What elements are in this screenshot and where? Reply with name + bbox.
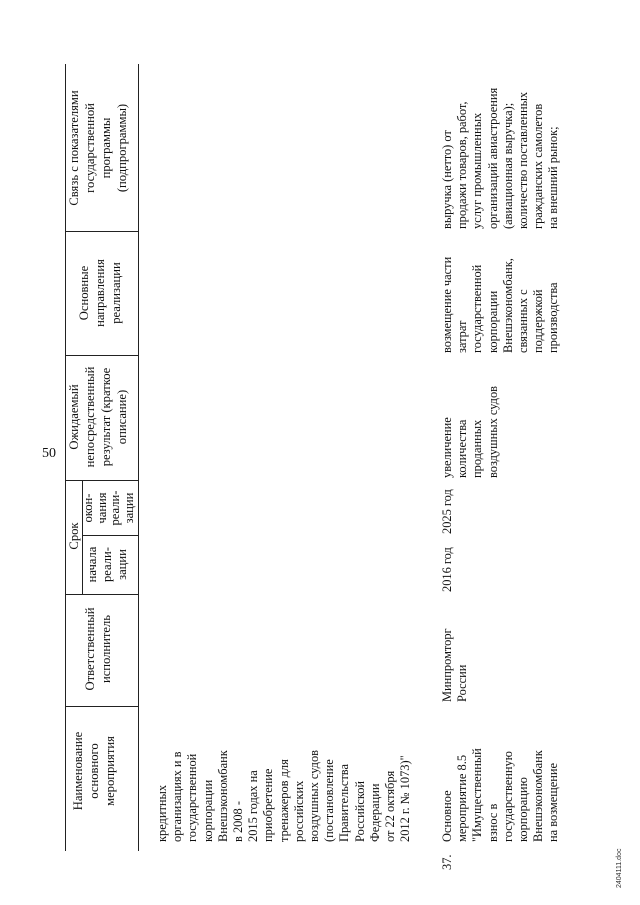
row-directions-line: корпорации — [485, 290, 500, 353]
header-end-line: зации — [121, 492, 136, 524]
row-37-link — [440, 69, 562, 229]
col-sep-link-directions — [65, 231, 138, 232]
row-37-name — [440, 710, 562, 842]
header-result-line: непосредственный — [83, 366, 97, 468]
header-result-line: результат (краткое — [99, 367, 113, 467]
document-filename: 2404111.doc — [616, 848, 623, 888]
row-name-line: Внешэкономбанк — [531, 750, 546, 842]
row-name-line: на возмещение — [546, 762, 561, 842]
row-end-value: 2025 год — [440, 489, 454, 534]
row-executor-line: России — [455, 664, 470, 702]
header-start-line: зации — [115, 549, 129, 580]
continuation-line: Внешэкономбанк — [215, 750, 230, 842]
header-link-line: Связь с показателями — [67, 90, 81, 206]
row-directions-line: государственной — [470, 264, 485, 353]
header-result — [66, 356, 130, 478]
row-directions-line: производства — [546, 282, 561, 353]
header-link-line: программы — [99, 117, 113, 179]
header-start — [85, 537, 130, 592]
header-directions-line: реализации — [109, 262, 123, 324]
row-directions-line: поддержкой — [531, 289, 546, 353]
row-name-line: мероприятие 8.5 — [455, 754, 470, 842]
row-result-line: воздушных судов — [485, 385, 500, 478]
continuation-line: корпорации — [200, 779, 215, 842]
header-link-line: (подпрограммы) — [115, 103, 129, 193]
col-sep-term-executor — [65, 594, 138, 595]
row-result-line: количества — [455, 419, 470, 478]
row-directions-line: Внешэкономбанк, — [500, 258, 515, 353]
header-executor-line: исполнитель — [99, 614, 113, 684]
continuation-line: (постановление — [322, 759, 337, 842]
continuation-line: 2015 годах на — [246, 770, 261, 842]
header-term-label: Срок — [67, 522, 81, 550]
header-executor — [82, 596, 114, 702]
row-directions-line: связанных с — [516, 289, 531, 353]
row-directions-line: возмещение части — [440, 256, 454, 353]
row-37-end — [440, 480, 455, 534]
header-name-line: Наименование — [71, 731, 85, 811]
header-name-line: мероприятия — [103, 736, 117, 806]
header-directions-line: направления — [93, 259, 107, 327]
row-name-line: "Имущественный — [470, 748, 485, 842]
row-number-label: 37. — [440, 854, 454, 870]
header-directions — [76, 233, 124, 353]
continuation-line: кредитных — [155, 784, 169, 842]
continuation-line: Российской — [352, 780, 367, 842]
header-bottom-border — [138, 64, 139, 851]
row-37-result — [440, 356, 501, 478]
header-end-line: реали- — [108, 490, 122, 526]
col-sep-executor-name — [65, 706, 138, 707]
row-directions-line: затрат — [455, 320, 470, 353]
continuation-line: от 22 октября — [383, 770, 398, 842]
continuation-line: приобретение — [261, 768, 276, 842]
row-name-line: корпорацию — [516, 777, 531, 842]
continuation-line: тренажеров для — [276, 759, 291, 842]
row-link-line: услуг промышленных — [470, 112, 485, 229]
continuation-line: государственной — [185, 753, 200, 842]
col-sep-end-start — [82, 535, 138, 536]
header-result-line: описание) — [115, 389, 129, 445]
row-37-executor — [440, 596, 470, 702]
continuation-line: в 2008 - — [231, 801, 246, 842]
header-end-line: чания — [94, 492, 109, 524]
header-executor-line: Ответственный — [83, 607, 97, 691]
continuation-line: Правительства — [337, 764, 352, 842]
header-name-line: основного — [87, 743, 101, 799]
row-37-start — [440, 538, 455, 592]
row-result-line: проданных — [470, 419, 485, 478]
row-link-line: организаций авиастроения — [485, 87, 500, 229]
header-result-line: Ожидаемый — [67, 384, 81, 450]
row-name-line: Основное — [440, 790, 454, 842]
row-link-line: на внешний рынок; — [546, 126, 561, 229]
header-link-line: государственной — [83, 103, 97, 193]
header-directions-line: Основные — [77, 265, 91, 321]
row-link-line: выручка (нетто) от — [440, 130, 454, 229]
row-link-line: гражданских самолетов — [531, 103, 546, 229]
row-link-line: (авиационная выручка); — [500, 102, 515, 229]
header-term — [66, 480, 82, 592]
row-name-line: взнос в — [485, 803, 500, 842]
row-start-value: 2016 год — [440, 547, 454, 592]
header-name — [70, 712, 118, 830]
page-number: 50 — [42, 446, 56, 461]
header-start-line: начала — [85, 546, 99, 583]
row-link-line: продажи товаров, работ, — [455, 101, 470, 229]
row-result-line: увеличение — [440, 417, 454, 478]
header-link — [66, 67, 130, 229]
continuation-line: организациях и в — [170, 751, 185, 842]
row-37-directions — [440, 233, 562, 353]
continuation-text — [155, 542, 413, 842]
header-end — [82, 482, 136, 534]
continuation-line: Федерации — [367, 783, 382, 842]
header-start-line: реали- — [100, 547, 114, 582]
header-end-line: окон- — [81, 493, 95, 523]
row-executor-line: Минпромторг — [440, 628, 454, 702]
continuation-line: российских — [291, 780, 306, 842]
row-37-number — [440, 840, 455, 870]
continuation-line: воздушных судов — [307, 749, 322, 842]
row-name-line: государственную — [500, 751, 515, 842]
row-link-line: количество поставленных — [516, 91, 531, 229]
continuation-line: 2012 г. № 1073)" — [398, 755, 413, 842]
